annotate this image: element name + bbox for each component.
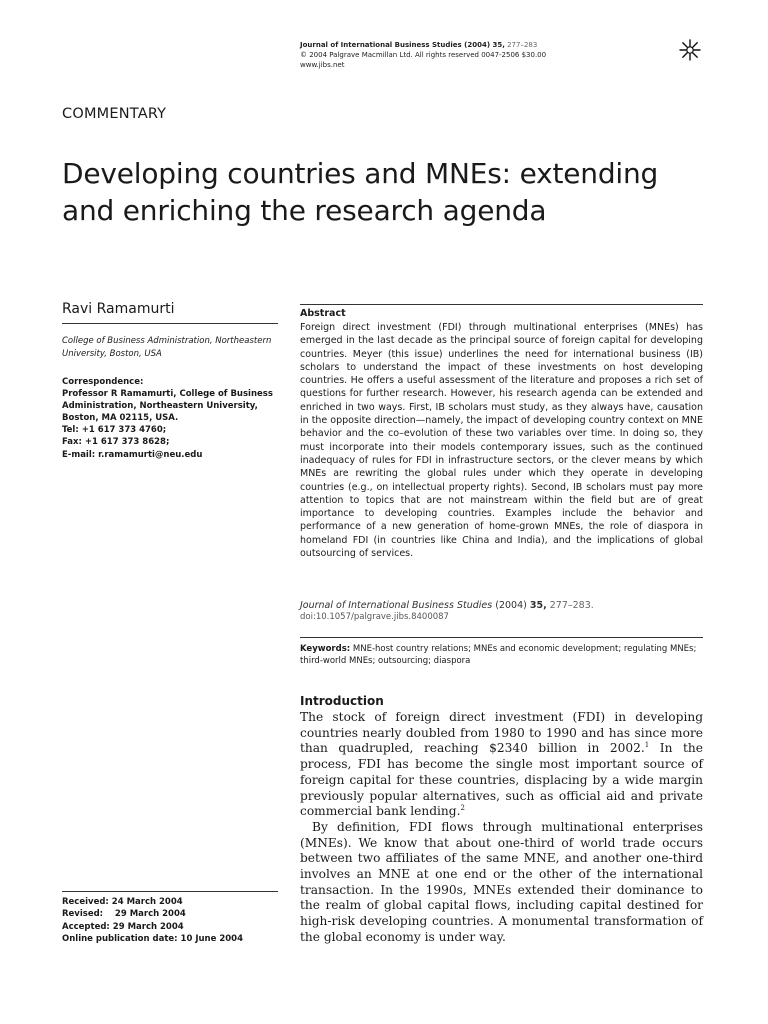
divider	[62, 891, 278, 892]
keywords-text: MNE-host country relations; MNEs and economic development; regulating MNEs; third-world MNEs; outsourcing; diaspora	[300, 644, 697, 667]
abstract-citation: Journal of International Business Studies (2004) 35, 277–283.	[300, 600, 594, 611]
doi-link[interactable]: doi:10.1057/palgrave.jibs.8400087	[300, 612, 449, 622]
keywords	[300, 643, 703, 667]
introduction-heading: Introduction	[300, 694, 384, 708]
online-date: Online publication date: 10 June 2004	[62, 934, 243, 945]
accepted-date: Accepted: 29 March 2004	[62, 921, 184, 932]
divider	[300, 304, 703, 305]
article-title: Developing countries and MNEs: extending and enriching the research agenda	[62, 157, 659, 227]
footnote-ref[interactable]: 2	[460, 804, 465, 813]
palgrave-star-logo-icon	[679, 39, 701, 61]
divider	[62, 323, 278, 324]
journal-name: Journal of International Business Studies (2004) 35,	[300, 41, 505, 49]
abstract-heading: Abstract	[300, 308, 346, 319]
correspondence-fax: Fax: +1 617 373 8628;	[62, 437, 170, 448]
author-name: Ravi Ramamurti	[62, 301, 175, 317]
paragraph: By definition, FDI flows through multinational enterprises (MNEs). We know that about one-third of world trade occurs between two affiliates of the same MNE, and another one-third involves an MNE at one end or the other of the international transaction. In the 1990s, MNEs extended their dominance to the realm of global capital flows, including capital destined for high-risk developing countries. A monumental transformation of the global economy is under way.	[300, 819, 703, 944]
footnote-ref[interactable]: 1	[644, 741, 650, 750]
publication-dates	[62, 896, 282, 946]
received-date: Received: 24 March 2004	[62, 897, 183, 907]
introduction-body	[300, 710, 703, 946]
correspondence-tel: Tel: +1 617 373 4760;	[62, 425, 167, 436]
correspondence-email[interactable]: E-mail: r.ramamurti@neu.edu	[62, 449, 203, 460]
abstract-text: Foreign direct investment (FDI) through multinational enterprises (MNEs) has emerged in the last decade as the principal source of foreign capital for developing countries. Meyer (this issue) underlines the need for international business (IB) scholars to understand the impact of these investments on host developing countries. He offers a useful assessment of the literature and proposes a rich set of questions for further research. However, his research agenda can be extended and enriched in two ways. First, IB scholars must study, as they always have, causation in the opposite direction—namely, the impact of developing country context on MNE behavior and the co–evolution of these two variables over time. In doing so, they must incorporate into their models contemporary issues, such as the continued inadequacy of rules for FDI in infrastructure sectors, or the clever means by which MNEs are rewriting the global rules under which they operate in developing countries (e.g., on intellectual property rights). Second, IB scholars must pay more attention to topics that are not mainstream within the field but are of great importance to developing countries. Examples include the behavior and performance of a new generation of home-grown MNEs, the role of diaspora in homeland FDI (in countries like China and India), and the implications of global outsourcing of services.	[300, 322, 703, 560]
correspondence-label: Correspondence:	[62, 377, 144, 387]
keywords-label: Keywords:	[300, 644, 351, 654]
revised-date: Revised: 29 March 2004	[62, 909, 186, 920]
journal-pages: 277–283	[507, 41, 538, 49]
author-affiliation: College of Business Administration, Northeastern University, Boston, USA	[62, 336, 272, 359]
journal-url[interactable]: www.jibs.net	[300, 61, 345, 69]
divider	[300, 637, 703, 638]
section-label: COMMENTARY	[62, 106, 167, 122]
paragraph: The stock of foreign direct investment (FDI) in developing countries nearly doubled from 1980 to 1990 and has since more than quadrupled, reaching $2340 billion in 2002.$^1$ In the process, FDI has become the single most important source of foreign capital for these countries, displacing by a wide margin previously popular alternatives, such as official aid and private commercial bank lending.$^2$	[300, 710, 703, 819]
correspondence-address: Professor R Ramamurti, College of Business Administration, Northeastern University, Boston, MA 02115, USA.	[62, 389, 273, 424]
journal-header	[300, 40, 680, 70]
copyright-line: © 2004 Palgrave Macmillan Ltd. All rights reserved 0047-2506 $30.00	[300, 51, 547, 59]
correspondence-block	[62, 376, 282, 461]
